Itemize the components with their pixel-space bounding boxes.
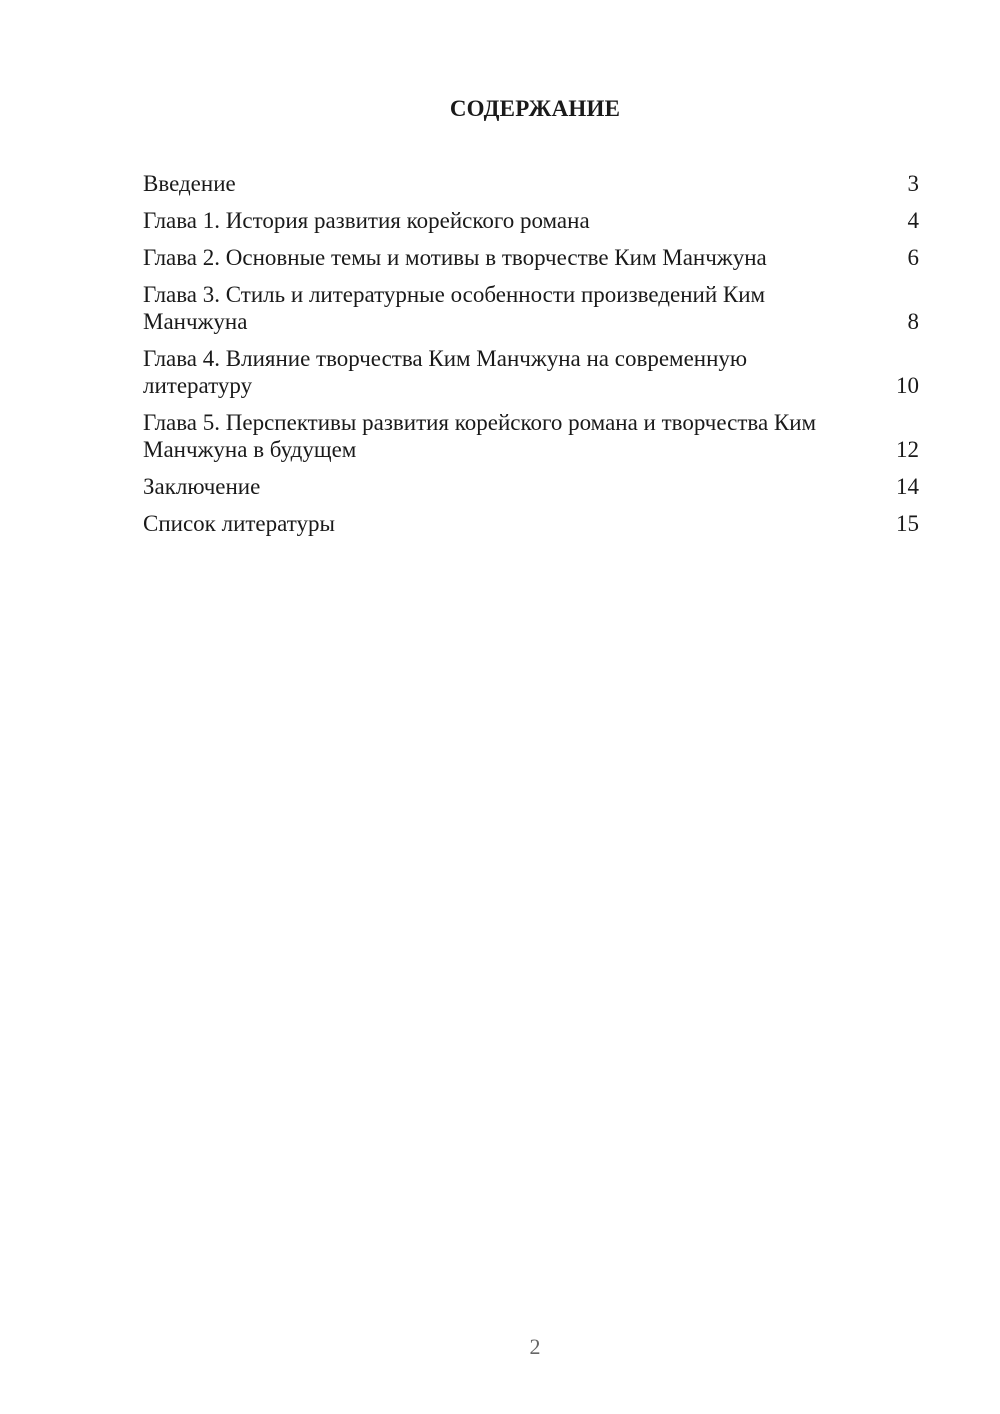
toc-entry-page: 10 (896, 373, 919, 398)
toc-entry-page: 3 (907, 171, 919, 196)
toc-entry-title: Список литературы (143, 511, 335, 536)
toc-entry-chapter-5[interactable] (143, 409, 919, 463)
toc-entry-title: Глава 4. Влияние творчества Ким Манчжуна на современную литературу (143, 346, 748, 398)
toc-entry-title: Глава 5. Перспективы развития корейского романа и творчества Ким Манчжуна в будущем (143, 410, 817, 462)
toc-entry-page: 14 (896, 474, 919, 499)
page-number: 2 (529, 1334, 541, 1359)
toc-entry-page: 15 (896, 511, 919, 536)
toc-entry-chapter-3[interactable] (143, 281, 919, 335)
toc-entry-chapter-1[interactable] (143, 207, 919, 234)
toc-entry-title: Заключение (143, 474, 261, 499)
toc-entry-page: 12 (896, 437, 919, 462)
toc-entry-chapter-2[interactable] (143, 244, 919, 271)
toc-entry-title: Глава 1. История развития корейского романа (143, 208, 590, 233)
page-title: СОДЕРЖАНИЕ (449, 96, 621, 121)
toc-entry-introduction[interactable] (143, 170, 919, 197)
toc-entry-chapter-4[interactable] (143, 345, 919, 399)
toc-entry-title: Введение (143, 171, 236, 196)
table-of-contents (143, 170, 919, 547)
toc-entry-page: 8 (907, 309, 919, 334)
toc-entry-page: 4 (907, 208, 919, 233)
toc-entry-conclusion[interactable] (143, 473, 919, 500)
toc-entry-references[interactable] (143, 510, 919, 537)
toc-entry-title: Глава 2. Основные темы и мотивы в творчестве Ким Манчжуна (143, 245, 767, 270)
toc-entry-title: Глава 3. Стиль и литературные особенности произведений Ким Манчжуна (143, 282, 766, 334)
toc-entry-page: 6 (907, 245, 919, 270)
